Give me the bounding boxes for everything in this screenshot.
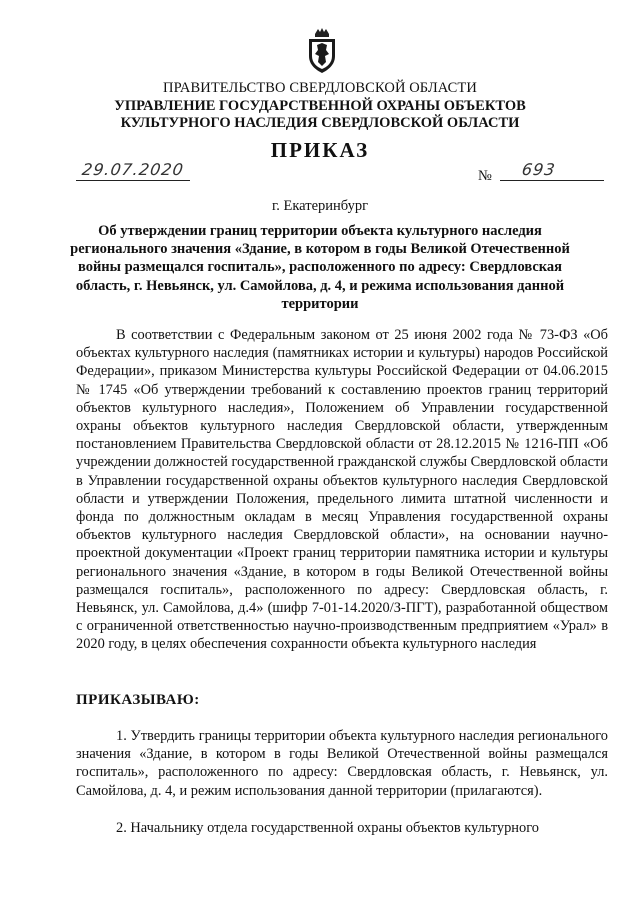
coat-of-arms-icon [306, 26, 338, 74]
order-number: 693 [520, 160, 557, 179]
department-name: УПРАВЛЕНИЕ ГОСУДАРСТВЕННОЙ ОХРАНЫ ОБЪЕКТОВ КУЛЬТУРНОГО НАСЛЕДИЯ СВЕРДЛОВСКОЙ ОБЛАСТИ [114, 98, 526, 131]
order-item-2: 2. Начальнику отдела государственной охраны объектов культурного [116, 820, 539, 836]
order-title: Об утверждении границ территории объекта культурного наследия регионального значения «Здание, в котором в годы Великой Отечественной войны размещался госпиталь», расположенного по адресу: Свердловская область, г. Невьянск, ул. Самойлова, д. 4, и режима использования данной территории [70, 223, 570, 312]
order-date: 29.07.2020 [80, 160, 186, 179]
document-type-heading: ПРИКАЗ [270, 138, 370, 162]
city-line: г. Екатеринбург [271, 198, 369, 214]
government-name: ПРАВИТЕЛЬСТВО СВЕРДЛОВСКОЙ ОБЛАСТИ [163, 80, 477, 96]
order-number-field [500, 158, 604, 181]
number-sign: № [478, 168, 492, 184]
order-directive-heading: ПРИКАЗЫВАЮ: [76, 692, 200, 708]
order-item-1: 1. Утвердить границы территории объекта культурного наследия регионального значения «Здание, в котором в годы Великой Отечественной войны размещался госпиталь», расположенного по адресу: Свердловская область, г. Невьянск, ул. Самойлова, д. 4, и режим использования данной территории (прилагаются). [76, 728, 608, 799]
order-date-field [76, 158, 190, 181]
preamble-paragraph: В соответствии с Федеральным законом от 25 июня 2002 года № 73-ФЗ «Об объектах культурного наследия (памятниках истории и культуры) народов Российской Федерации», приказом Министерства культуры Российской Федерации от 04.06.2015 № 1745 «Об утверждении требований к составлению проектов границ территорий объектов культурного наследия», Положением об Управлении государственной охраны объектов культурного наследия Свердловской области, утвержденным постановлением Правительства Свердловской области от 28.12.2015 № 1216-ПП «Об учреждении должностей государственной гражданской службы Свердловской области в Управлении государственной охраны объектов культурного наследия Свердловской области и утверждении Положения, предельного лимита штатной численности и фонда по должностным окладам в месяц Управления государственной охраны объектов культурного наследия Свердловской области», на основании научно-проектной документации «Проект границ территории памятника истории и культуры регионального значения «Здание, в котором в годы Великой Отечественной войны размещался госпиталь», расположенного по адресу: Свердловская область, г. Невьянск, ул. Самойлова, д.4» (шифр 7-01-14.2020/З-ПГТ), разработанной обществом с ограниченной ответственностью научно-производственным предприятием «Урал» в 2020 году, в целях обеспечения сохранности объекта культурного наследия [76, 327, 608, 653]
